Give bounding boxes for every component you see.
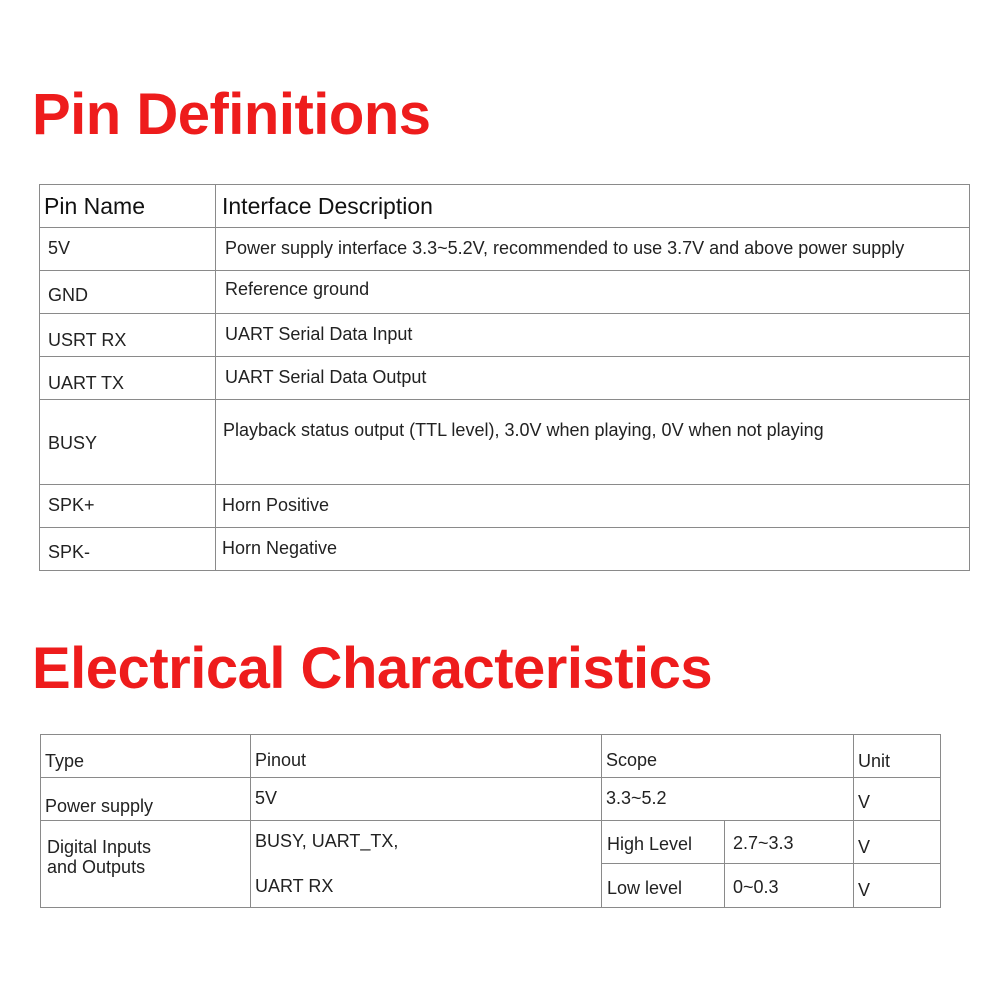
type-cell <box>41 821 251 908</box>
pin-name-cell <box>40 400 216 485</box>
pin-name-cell <box>40 357 216 400</box>
power-supply-type: Power supply <box>45 796 154 816</box>
pin-name-5v: 5V <box>48 238 71 258</box>
table-header-row <box>41 735 941 778</box>
low-level-label: Low level <box>607 878 683 898</box>
high-level-unit: V <box>858 837 871 857</box>
level-cell <box>602 864 725 908</box>
pin-description-spk-positive: Horn Positive <box>222 495 330 515</box>
pin-description-cell <box>216 357 970 400</box>
digital-io-pinout-line2: UART RX <box>255 876 334 896</box>
scope-header <box>602 735 854 778</box>
pin-name-spk-positive: SPK+ <box>48 495 95 515</box>
pin-description-cell <box>216 528 970 571</box>
electrical-characteristics-title: Electrical Characteristics <box>32 636 713 701</box>
pin-name-spk-negative: SPK- <box>48 542 91 562</box>
value-cell <box>725 821 854 864</box>
low-level-unit: V <box>858 880 871 900</box>
pin-description-gnd: Reference ground <box>225 279 370 299</box>
table-row <box>40 485 970 528</box>
unit-header <box>854 735 941 778</box>
table-row <box>40 314 970 357</box>
pin-definitions-title: Pin Definitions <box>32 82 431 147</box>
pin-name-gnd: GND <box>48 285 88 305</box>
pin-name-busy: BUSY <box>48 433 98 453</box>
pin-description-5v: Power supply interface 3.3~5.2V, recommended to use 3.7V and above power supply <box>225 238 905 258</box>
table-row <box>40 271 970 314</box>
electrical-characteristics-table <box>40 734 941 908</box>
pin-description-uart-tx: UART Serial Data Output <box>225 367 427 387</box>
pinout-header-label: Pinout <box>255 750 307 770</box>
table-row <box>40 400 970 485</box>
high-level-value: 2.7~3.3 <box>733 833 794 853</box>
pinout-cell <box>251 821 602 908</box>
pin-definitions-table <box>39 184 970 571</box>
value-cell <box>725 864 854 908</box>
digital-io-type-line1: Digital Inputs <box>47 837 152 857</box>
unit-cell <box>854 821 941 864</box>
pinout-cell <box>251 778 602 821</box>
digital-io-pinout-line1: BUSY, UART_TX, <box>255 831 399 851</box>
pin-name-uart-tx: UART TX <box>48 373 125 393</box>
type-header-label: Type <box>45 751 85 771</box>
pin-description-cell <box>216 228 970 271</box>
pin-description-cell <box>216 485 970 528</box>
table-row <box>40 357 970 400</box>
pin-name-uart-rx: USRT RX <box>48 330 127 350</box>
table-row <box>40 228 970 271</box>
table-row <box>41 821 941 864</box>
type-header <box>41 735 251 778</box>
unit-header-label: Unit <box>858 751 891 771</box>
pin-description-busy: Playback status output (TTL level), 3.0V when playing, 0V when not playing <box>223 420 824 440</box>
scope-header-label: Scope <box>606 750 658 770</box>
pin-name-cell <box>40 271 216 314</box>
unit-cell <box>854 778 941 821</box>
pinout-header <box>251 735 602 778</box>
pin-name-cell <box>40 314 216 357</box>
pin-name-cell <box>40 485 216 528</box>
type-cell <box>41 778 251 821</box>
pin-name-cell <box>40 528 216 571</box>
power-supply-scope: 3.3~5.2 <box>606 788 667 808</box>
low-level-value: 0~0.3 <box>733 877 779 897</box>
pin-description-uart-rx: UART Serial Data Input <box>225 324 413 344</box>
scope-cell <box>602 778 854 821</box>
pin-description-spk-negative: Horn Negative <box>222 538 338 558</box>
pin-description-cell <box>216 400 970 485</box>
table-header-row <box>40 185 970 228</box>
power-supply-pinout: 5V <box>255 788 278 808</box>
pin-name-header: Pin Name <box>40 185 216 228</box>
table-row <box>41 778 941 821</box>
pin-description-cell <box>216 271 970 314</box>
power-supply-unit: V <box>858 792 871 812</box>
level-cell <box>602 821 725 864</box>
pin-name-cell <box>40 228 216 271</box>
interface-description-header: Interface Description <box>216 185 970 228</box>
table-row <box>40 528 970 571</box>
pin-description-cell <box>216 314 970 357</box>
high-level-label: High Level <box>607 834 693 854</box>
digital-io-type-line2: and Outputs <box>47 857 146 877</box>
unit-cell <box>854 864 941 908</box>
